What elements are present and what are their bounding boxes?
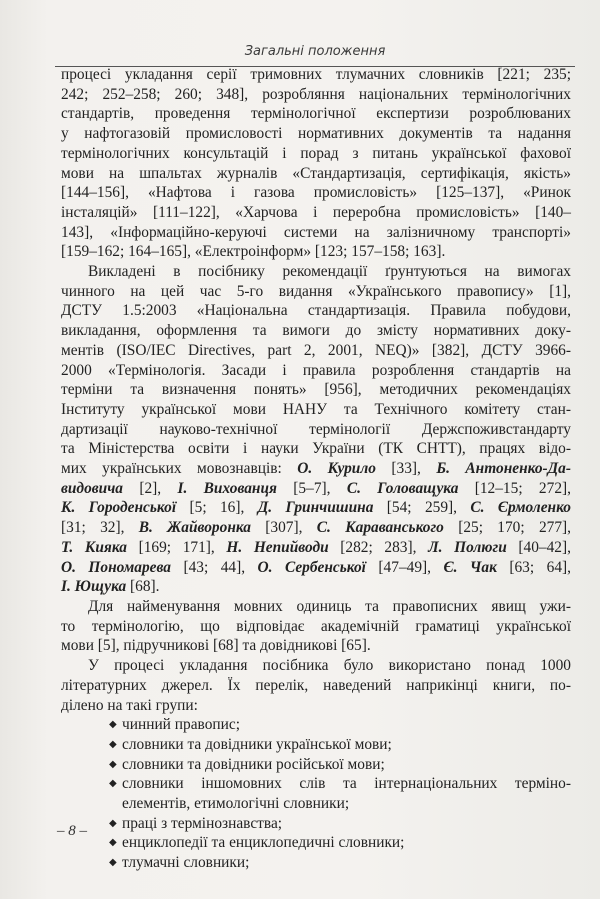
text-segment: та Міністерства освіти і науки України (ТК СНТТ), працях відо-	[61, 440, 571, 458]
text-line	[61, 242, 571, 262]
text-segment: ділено на такі групи:	[61, 696, 198, 714]
author-name: К. Городенської	[61, 499, 177, 517]
text-line	[61, 518, 571, 538]
diamond-bullet-icon: ◆	[109, 857, 117, 869]
text-segment: [25; 170; 277],	[443, 519, 572, 537]
author-name: О. Пономарева	[61, 558, 171, 576]
list-item-text: словники іншомовних слів та інтернаціональних терміно-	[122, 775, 571, 793]
text-line	[61, 400, 571, 420]
text-segment: дартизації науково-технічної термінології Держспоживстандарту	[61, 420, 571, 438]
list-item	[61, 755, 571, 775]
text-segment: [43; 44],	[170, 558, 258, 576]
text-line	[61, 164, 571, 184]
diamond-bullet-icon: ◆	[109, 758, 117, 770]
text-line	[61, 656, 571, 676]
author-name: І. Вихованця	[177, 479, 277, 497]
text-segment: терміни та визначення понять» [956], методичних рекомендаціях	[61, 381, 571, 399]
author-name: В. Жайворонка	[138, 519, 251, 537]
text-segment: Для найменування мовних одиниць та правописних явищ ужи-	[88, 597, 571, 615]
text-line	[61, 144, 571, 164]
text-segment: [12–15; 272],	[458, 479, 571, 497]
list-item-text: словники та довідники української мови;	[122, 735, 392, 753]
text-line	[61, 617, 571, 637]
text-segment: [63; 64],	[496, 558, 571, 576]
text-segment: 242; 252–258; 260; 348], розробляння національних термінологічних	[61, 85, 571, 103]
list-item	[61, 833, 571, 853]
diamond-bullet-icon: ◆	[109, 738, 117, 750]
text-segment: [2],	[122, 479, 178, 497]
list-item	[61, 735, 571, 755]
text-line	[61, 183, 571, 203]
text-segment: ментів (ISO/IEC Directives, part 2, 2001, NEQ)» [382], ДСТУ 3966-	[61, 341, 571, 359]
text-line	[61, 361, 571, 381]
text-segment: [169; 171],	[126, 538, 227, 556]
text-segment: 143], «Інформаційно-керуючі системи на залізничному транспорті»	[61, 223, 571, 241]
text-line	[61, 420, 571, 440]
text-segment: мих українських мовознавців:	[61, 460, 298, 478]
diamond-bullet-icon: ◆	[109, 817, 117, 829]
text-line	[61, 301, 571, 321]
text-line	[61, 282, 571, 302]
list-item	[61, 715, 571, 735]
diamond-bullet-icon: ◆	[109, 719, 117, 731]
list-item	[61, 794, 571, 814]
text-segment: ДСТУ 1.5:2003 «Національна стандартизація. Правила побудови,	[61, 302, 571, 320]
diamond-bullet-icon: ◆	[109, 837, 117, 849]
text-line	[61, 676, 571, 696]
author-name: Н. Непийводи	[226, 538, 329, 556]
text-segment: мови на шпальтах журналів «Стандартизація, сертифікація, якість»	[61, 164, 571, 182]
text-segment: Інституту української мови НАНУ та Технічного комітету стан-	[61, 400, 571, 418]
author-name: І. Ющука	[61, 578, 127, 596]
list-item-text: словники та довідники російської мови;	[122, 755, 385, 773]
page-number: – 8 –	[57, 823, 87, 839]
text-segment: [5; 16],	[176, 499, 258, 517]
author-name: видовича	[61, 479, 123, 497]
text-segment: процесі укладання серії тримовних тлумачних словників [221; 235;	[61, 66, 571, 83]
text-segment: [68].	[126, 578, 160, 596]
text-line	[61, 124, 571, 144]
author-name: С. Караванського	[316, 519, 444, 537]
text-line	[61, 538, 571, 558]
text-segment: [144–156], «Нафтова і газова промисловість» [125–137], «Ринок	[61, 184, 571, 202]
text-segment: 2000 «Термінологія. Засади і правила розроблення стандартів на	[61, 361, 571, 379]
text-line	[61, 203, 571, 223]
text-line	[61, 696, 571, 716]
text-segment: мови [5], підручникові [68] та довідникові [65].	[61, 637, 371, 655]
list-item	[61, 853, 571, 873]
list-item-text: чинний правопис;	[122, 716, 240, 734]
text-segment: [33],	[375, 460, 437, 478]
text-segment: [40–42],	[506, 538, 571, 556]
author-name: Т. Кияка	[61, 538, 127, 556]
text-line	[61, 65, 571, 85]
list-item	[61, 774, 571, 794]
text-segment: [307],	[250, 519, 317, 537]
text-line	[61, 459, 571, 479]
text-line	[61, 597, 571, 617]
text-line	[61, 558, 571, 578]
list-item-text: тлумачні словники;	[122, 854, 250, 872]
text-line	[61, 577, 571, 597]
page-body-text	[61, 65, 571, 873]
author-name: О. Курило	[297, 460, 376, 478]
list-item-text: енциклопедії та енциклопедичні словники;	[122, 834, 405, 852]
author-name: Є. Чак	[443, 558, 497, 576]
text-line	[61, 498, 571, 518]
text-segment: У процесі укладання посібника було використано понад 1000	[88, 657, 571, 675]
text-line	[61, 380, 571, 400]
running-header: Загальні положення	[244, 44, 386, 59]
text-segment: літературних джерел. Їх перелік, наведений наприкінці книги, по-	[61, 676, 571, 694]
list-item-text: праці з термінознавства;	[122, 814, 283, 832]
diamond-bullet-icon: ◆	[109, 778, 117, 790]
text-segment: [159–162; 164–165], «Електроінформ» [123; 157–158; 163].	[61, 243, 446, 261]
list-item	[61, 814, 571, 834]
text-segment: стандартів, проведення термінологічної експертизи розроблюваних	[61, 105, 571, 123]
text-line	[61, 85, 571, 105]
text-segment: інсталяцій» [111–122], «Харчова і переробна промисловість» [140–	[61, 203, 571, 221]
text-segment: викладання, оформлення та вимоги до змісту нормативних доку-	[61, 322, 571, 340]
author-name: Л. Полюги	[428, 538, 507, 556]
text-segment: [54; 259],	[373, 499, 471, 517]
author-name: Д. Гринчишина	[257, 499, 374, 517]
text-segment: [282; 283],	[328, 538, 429, 556]
text-line	[61, 479, 571, 499]
author-name: С. Єрмоленко	[470, 499, 571, 517]
text-segment: [5–7],	[276, 479, 347, 497]
author-name: С. Головащука	[346, 479, 459, 497]
text-segment: чинного на цей час 5-го видання «Українського правопису» [1],	[61, 282, 571, 300]
text-segment: термінологічних консультацій і порад з питань української фахової	[61, 144, 571, 162]
text-segment: Викладені в посібнику рекомендації ґрунтуються на вимогах	[88, 263, 571, 281]
list-item-text: елементів, етимологічні словники;	[122, 795, 350, 813]
text-segment: [47–49],	[365, 558, 444, 576]
text-segment: [31; 32],	[61, 519, 139, 537]
text-segment: у нафтогазовій промисловості нормативних документів та надання	[61, 125, 571, 143]
text-line	[61, 341, 571, 361]
text-line	[61, 636, 571, 656]
text-line	[61, 439, 571, 459]
text-line	[61, 321, 571, 341]
text-line	[61, 223, 571, 243]
text-line	[61, 104, 571, 124]
text-line	[61, 262, 571, 282]
author-name: Б. Антоненко-Да-	[436, 460, 571, 478]
text-segment: то термінологію, що відповідає академічній граматиці української	[61, 617, 571, 635]
author-name: О. Сербенської	[257, 558, 366, 576]
